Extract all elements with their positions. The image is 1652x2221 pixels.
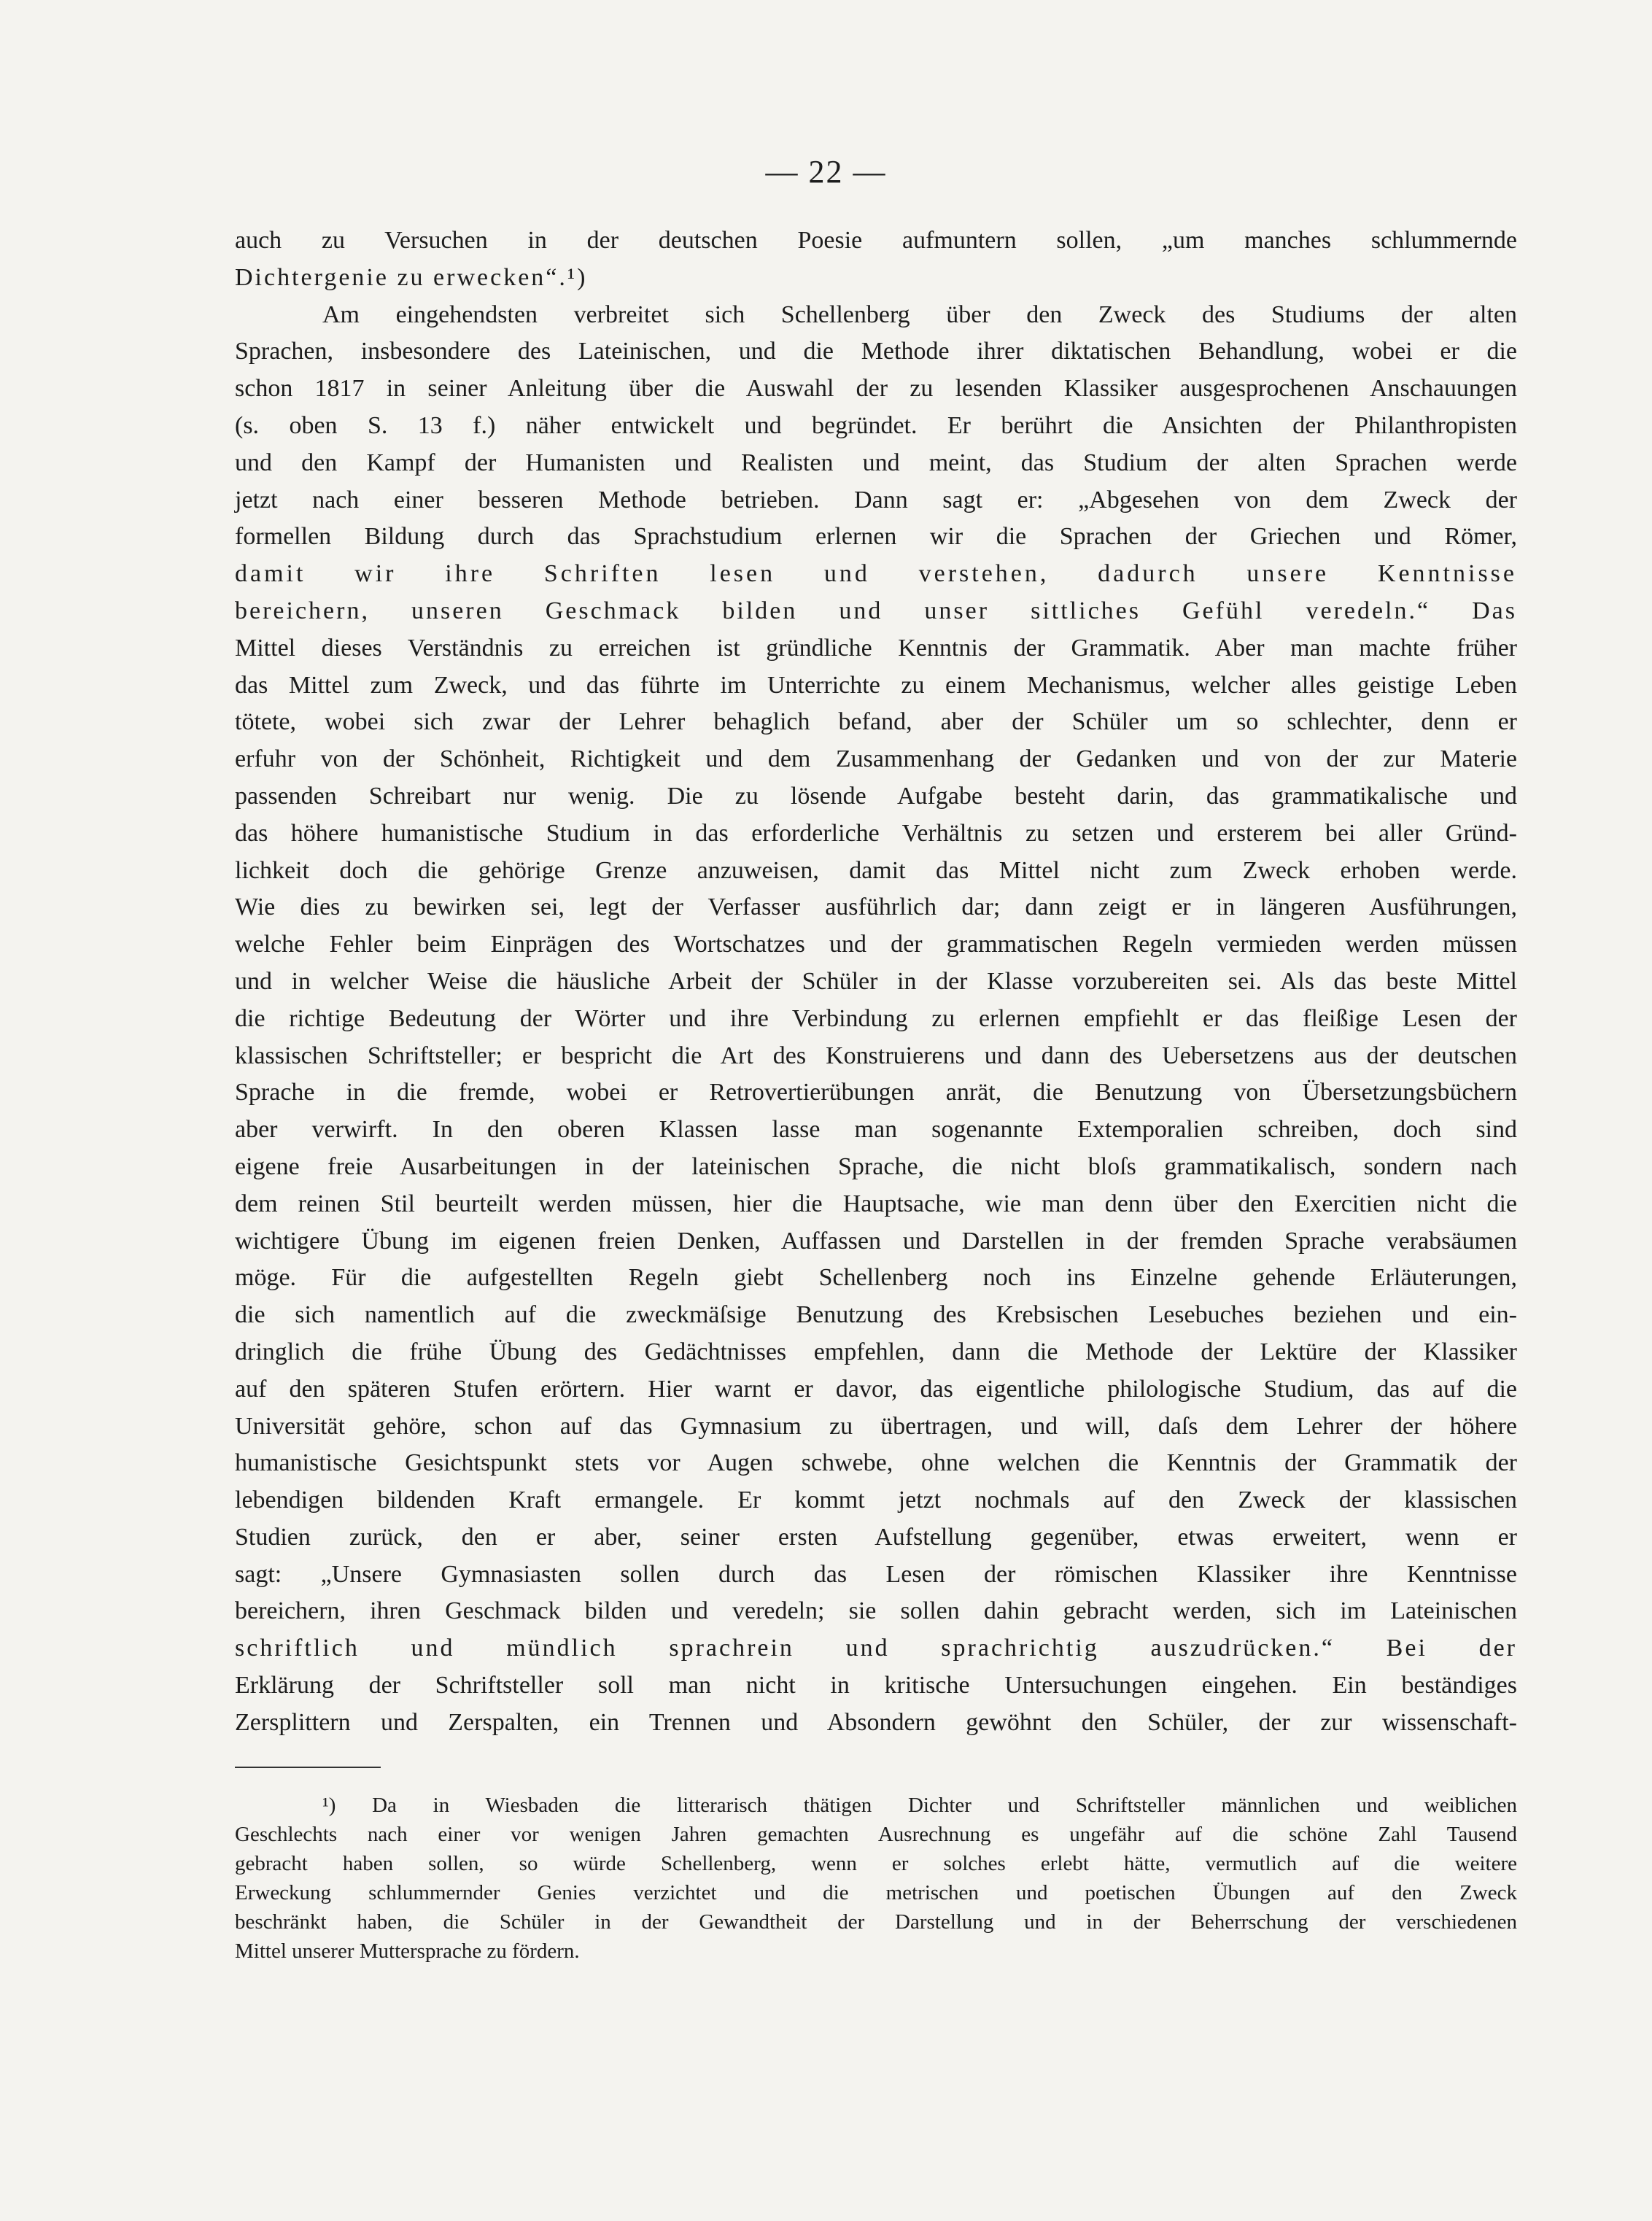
body-line: möge. Für die aufgestellten Regeln giebt Schellenberg noch ins Einzelne gehende Erläuterungen,: [235, 1264, 1517, 1292]
body-line: formellen Bildung durch das Sprachstudium erlernen wir die Sprachen der Griechen und Römer,: [235, 523, 1517, 551]
body-line: (s. oben S. 13 f.) näher entwickelt und begründet. Er berührt die Ansichten der Philanthropisten: [235, 411, 1517, 439]
footnote-divider: [235, 1767, 381, 1768]
body-line: schon 1817 in seiner Anleitung über die Auswahl der zu lesenden Klassiker ausgesprochenen Anschauungen: [235, 375, 1517, 403]
body-line: Mittel dieses Verständnis zu erreichen ist gründliche Kenntnis der Grammatik. Aber man machte früher: [235, 634, 1517, 662]
body-line: jetzt nach einer besseren Methode betrieben. Dann sagt er: „Abgesehen von dem Zweck der: [235, 486, 1517, 513]
body-line: welche Fehler beim Einprägen des Wortschatzes und der grammatischen Regeln vermieden werden müssen: [235, 931, 1517, 958]
body-line: bereichern, ihren Geschmack bilden und veredeln; sie sollen dahin gebracht werden, sich im Lateinischen: [235, 1597, 1517, 1625]
page-number: — 22 —: [765, 154, 887, 190]
body-line: sagt: „Unsere Gymnasiasten sollen durch das Lesen der römischen Klassiker ihre Kenntnisse: [235, 1560, 1517, 1588]
body-line: bereichern, unseren Geschmack bilden und unser sittliches Gefühl veredeln.“ Das: [235, 597, 1517, 624]
body-line: tötete, wobei sich zwar der Lehrer behaglich befand, aber der Schüler um so schlechter, denn er: [235, 708, 1517, 736]
footnote-line: Mittel unserer Muttersprache zu fördern.: [235, 1939, 580, 1963]
body-line: auch zu Versuchen in der deutschen Poesie aufmuntern sollen, „um manches schlummernde: [235, 227, 1517, 254]
footnote-line: ¹) Da in Wiesbaden die litterarisch thätigen Dichter und Schriftsteller männlichen und weiblichen: [322, 1794, 1517, 1817]
footnote-line: Erweckung schlummernder Genies verzichtet und die metrischen und poetischen Übungen auf den Zweck: [235, 1881, 1517, 1904]
body-line: Wie dies zu bewirken sei, legt der Verfasser ausführlich dar; dann zeigt er in längeren Ausführungen,: [235, 894, 1517, 921]
body-line: dem reinen Stil beurteilt werden müssen, hier die Hauptsache, wie man denn über den Exercitien nicht die: [235, 1190, 1517, 1217]
body-line: schriftlich und mündlich sprachrein und sprachrichtig auszudrücken.“ Bei der: [235, 1635, 1517, 1662]
footnote-line: gebracht haben sollen, so würde Schellenberg, wenn er solches erlebt hätte, vermutlich auf die weitere: [235, 1852, 1517, 1875]
body-line: und den Kampf der Humanisten und Realisten und meint, das Studium der alten Sprachen werde: [235, 449, 1517, 476]
body-line: Sprache in die fremde, wobei er Retrovertierübungen anrät, die Benutzung von Übersetzungsbüchern: [235, 1079, 1517, 1106]
body-line: aber verwirft. In den oberen Klassen lasse man sogenannte Extemporalien schreiben, doch sind: [235, 1116, 1517, 1144]
body-line: und in welcher Weise die häusliche Arbeit der Schüler in der Klasse vorzubereiten sei. Als das beste Mittel: [235, 967, 1517, 995]
body-line: dringlich die frühe Übung des Gedächtnisses empfehlen, dann die Methode der Lektüre der Klassiker: [235, 1338, 1517, 1365]
footnote-line: beschränkt haben, die Schüler in der Gewandtheit der Darstellung und in der Beherrschung der verschiedenen: [235, 1910, 1517, 1934]
body-line: auf den späteren Stufen erörtern. Hier warnt er davor, das eigentliche philologische Studium, das auf die: [235, 1375, 1517, 1403]
body-line: Am eingehendsten verbreitet sich Schellenberg über den Zweck des Studiums der alten: [322, 301, 1517, 328]
body-text: [235, 222, 1517, 1742]
body-line: Erklärung der Schriftsteller soll man nicht in kritische Untersuchungen eingehen. Ein beständiges: [235, 1672, 1517, 1699]
body-line: wichtigere Übung im eigenen freien Denken, Auffassen und Darstellen in der fremden Sprache verabsäumen: [235, 1227, 1517, 1255]
body-line: Dichtergenie zu erwecken“.¹): [235, 263, 588, 291]
footnote-line: Geschlechts nach einer vor wenigen Jahren gemachten Ausrechnung es ungefähr auf die schöne Zahl Tausend: [235, 1823, 1517, 1846]
footnote: [235, 1791, 1517, 1966]
body-line: eigene freie Ausarbeitungen in der lateinischen Sprache, die nicht bloſs grammatikalisch, sondern nach: [235, 1152, 1517, 1180]
body-line: die sich namentlich auf die zweckmäſsige Benutzung des Krebsischen Lesebuches beziehen und ein-: [235, 1301, 1517, 1329]
body-line: lichkeit doch die gehörige Grenze anzuweisen, damit das Mittel nicht zum Zweck erhoben werde.: [235, 856, 1517, 884]
body-line: passenden Schreibart nur wenig. Die zu lösende Aufgabe besteht darin, das grammatikalische und: [235, 782, 1517, 810]
body-line: die richtige Bedeutung der Wörter und ihre Verbindung zu erlernen empfiehlt er das fleißige Lesen der: [235, 1004, 1517, 1032]
body-line: das Mittel zum Zweck, und das führte im Unterrichte zu einem Mechanismus, welcher alles geistige Leben: [235, 671, 1517, 699]
body-line: humanistische Gesichtspunkt stets vor Augen schwebe, ohne welchen die Kenntnis der Grammatik der: [235, 1449, 1517, 1477]
body-line: das höhere humanistische Studium in das erforderliche Verhältnis zu setzen und ersterem bei aller Gründ-: [235, 819, 1517, 847]
body-line: erfuhr von der Schönheit, Richtigkeit und dem Zusammenhang der Gedanken und von der zur Materie: [235, 745, 1517, 773]
body-line: lebendigen bildenden Kraft ermangele. Er kommt jetzt nochmals auf den Zweck der klassischen: [235, 1487, 1517, 1514]
body-line: Zersplittern und Zerspalten, ein Trennen und Absondern gewöhnt den Schüler, der zur wissenschaft-: [235, 1708, 1517, 1736]
body-line: Universität gehöre, schon auf das Gymnasium zu übertragen, und will, daſs dem Lehrer der höhere: [235, 1412, 1517, 1440]
body-line: klassischen Schriftsteller; er bespricht die Art des Konstruierens und dann des Uebersetzens aus der deutschen: [235, 1042, 1517, 1069]
body-line: damit wir ihre Schriften lesen und verstehen, dadurch unsere Kenntnisse: [235, 560, 1517, 588]
body-line: Sprachen, insbesondere des Lateinischen, und die Methode ihrer diktatischen Behandlung, wobei er die: [235, 338, 1517, 365]
body-line: Studien zurück, den er aber, seiner ersten Aufstellung gegenüber, etwas erweitert, wenn er: [235, 1523, 1517, 1551]
